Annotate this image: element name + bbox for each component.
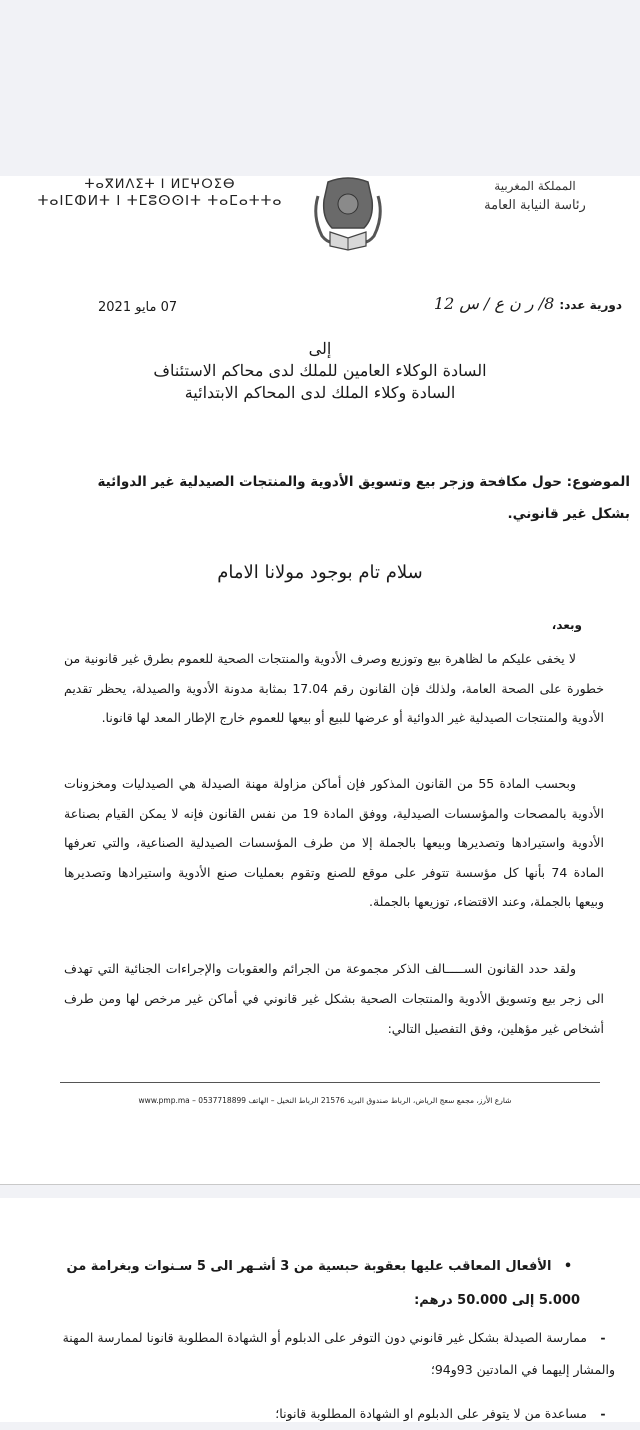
body-paragraph-1: لا يخفى عليكم ما لظاهرة بيع وتوزيع وصرف الأدوية والمنتجات الصحية للعموم بطرق غير قانونية من خطورة على الصحة العامة، ولذلك فإن القانون رقم 17.04 بمثابة مدونة الأدوية والصيدلة، يحظر تقديم الأدوية والمنتجات الصيدلية غير الدوائية أو عرضها للبيع أو بيعها للعموم خارج الإطار المعد لها قانونا. [64,651,605,725]
document-page-1 [0,176,640,1185]
coat-of-arms-icon [308,176,388,254]
penalty-bullet-text: الأفعال المعاقب عليها بعقوبة حبسية من 3 أشـهر الى 5 سـنوات وبغرامة من 5.000 إلى 50.000 درهم: [66,1259,580,1308]
letterhead-tifinagh [30,176,290,210]
circular-date: 07 مايو 2021 [98,300,178,315]
circular-reference [382,294,622,313]
subject-block [70,466,630,530]
tifinagh-presidency: ⵜⴰⵏⵎⵀⵍⵜ ⵏ ⵜⵎⵓⵙⵙⵏⵜ ⵜⴰⵎⴰⵜⵜⴰ [37,193,283,209]
addressee-line-2: السادة وكلاء الملك لدى المحاكم الابتدائية [184,383,456,402]
bullet-marker: • [563,1259,573,1274]
letterhead-arabic [450,176,620,216]
reference-label: دورية عدد: [559,298,622,312]
salutation: سلام تام بوجود مولانا الامام [217,562,423,583]
offense-item-2 [60,1398,615,1430]
institution-name: رئاسة النيابة العامة [484,198,586,213]
dash-marker: - [600,1406,606,1421]
subject-label: الموضوع: [566,474,630,490]
offense-item-1 [60,1322,615,1386]
penalty-bullet [60,1250,580,1318]
kingdom-name: المملكة المغربية [494,179,576,193]
offense-item-1-text: ممارسة الصيدلة بشكل غير قانوني دون التوفر على الدبلوم أو الشهادة المطلوبة قانونا لممارسة المهنة والمشار إليهما في المادتين 93و94؛ [62,1330,615,1377]
tifinagh-kingdom: ⵜⴰⴳⵍⴷⵉⵜ ⵏ ⵍⵎⵖⵔⵉⴱ [84,177,236,192]
subject-text: حول مكافحة وزجر بيع وتسويق الأدوية والمنتجات الصيدلية غير الدوائية بشكل غير قانوني. [97,474,630,522]
offense-item-2-text: مساعدة من لا يتوفر على الدبلوم او الشهادة المطلوبة قانونا؛ [275,1406,588,1421]
body-paragraph-2: وبحسب المادة 55 من القانون المذكور فإن أماكن مزاولة مهنة الصيدلة هي الصيدليات ومخزونات الأدوية بالمصحات والمؤسسات الصيدلية، ووفق المادة 19 من نفس القانون فإنه لا يمكن القيام بصناعة الأدوية واستيرادها وتصديرها وبيعها بالجملة إلا من طرف المؤسسات الصيدلية الصناعية، والتي تعرفها المادة 74 بأنها كل مؤسسة تتوفر على موقع للصنع وتقوم بعمليات صنع الأدوية واستيرادها وتصديرها وبيعها بالجملة، وعند الاقتضاء، توزيعها بالجملة. [64,776,605,909]
document-page-2 [0,1198,640,1422]
body-paragraph-3: ولقد حدد القانون الســـــالف الذكر مجموعة من الجرائم والعقوبات والإجراءات الجنائية التي تهدف الى زجر بيع وتسويق الأدوية والمنتجات الصحية بشكل غير قانوني في أماكن غير مرخص لها ومن طرف أشخاص غير مؤهلين، وفق التفصيل التالي: [64,961,604,1036]
dash-marker: - [600,1330,606,1345]
opening-word: وبعد، [551,618,582,632]
addressee-to: إلى [308,339,332,358]
footer-address: شارع الأرز، مجمع سعج الرياض، الرباط صندوق البريد 21576 الرباط النخيل – الهاتف 0537718899 – www.pmp.ma [138,1096,512,1105]
addressee-line-1: السادة الوكلاء العامين للملك لدى محاكم الاستئناف [153,361,487,380]
footer-divider [60,1082,600,1083]
reference-number: 8/ ر ن ع / س 12 [433,294,555,313]
addressee-block [130,338,510,404]
